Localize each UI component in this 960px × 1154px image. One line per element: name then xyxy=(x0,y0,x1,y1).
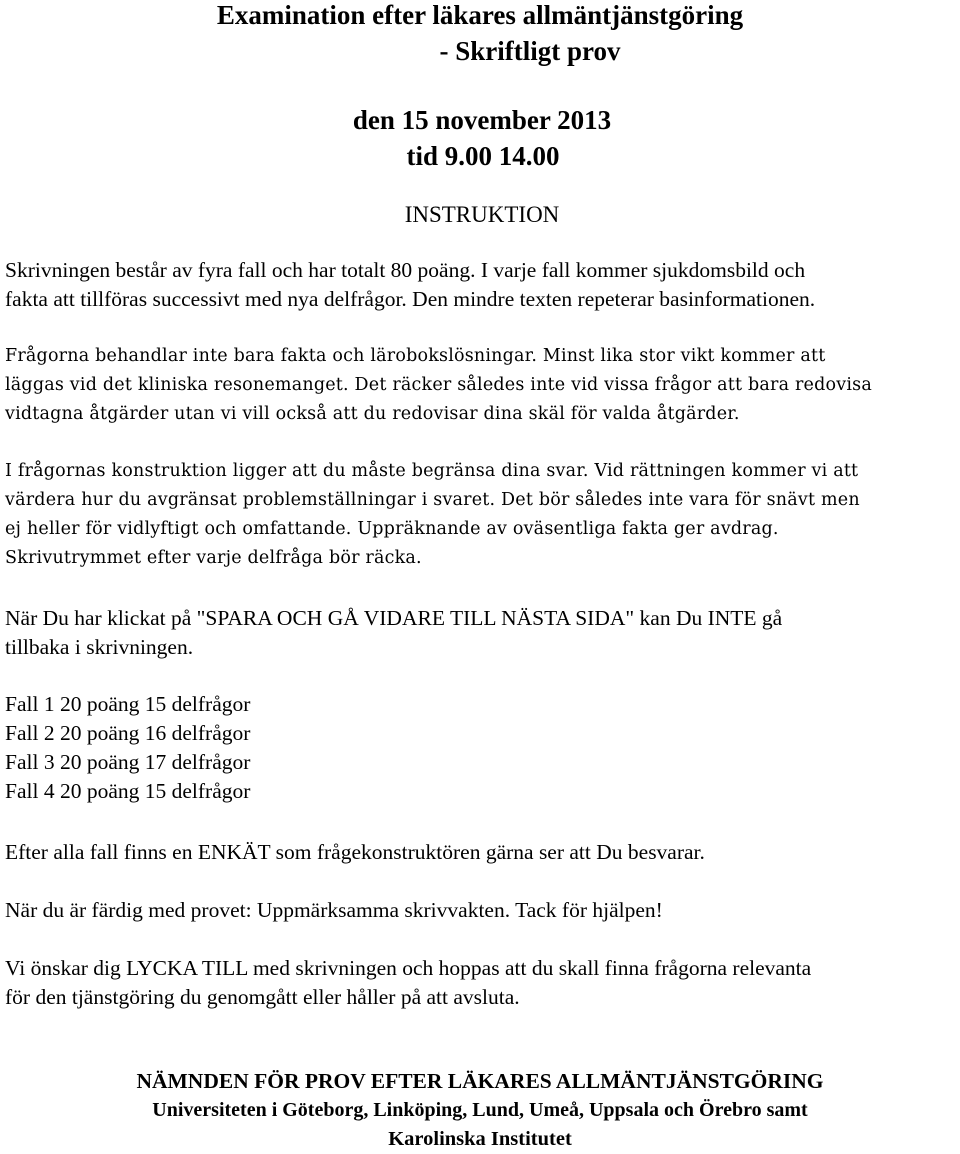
paragraph-intro xyxy=(5,256,955,314)
document-title: Examination efter läkares allmäntjänstgöring xyxy=(216,0,744,30)
footer-institute: Karolinska Institutet xyxy=(388,1128,572,1150)
text-line: ej heller för vidlyftigt och omfattande. Uppräknande av oväsentliga fakta ger avdrag. xyxy=(5,519,779,539)
text-line: Frågorna behandlar inte bara fakta och lärobokslösningar. Minst lika stor vikt kommer att xyxy=(5,346,826,366)
paragraph-done xyxy=(5,896,955,925)
text-line: läggas vid det kliniska resonemanget. Det räcker således inte vid vissa frågor att bara redovisa xyxy=(5,375,872,395)
instruction-heading xyxy=(0,200,960,230)
case-list xyxy=(5,690,955,806)
instruction-heading-text: INSTRUKTION xyxy=(404,202,560,227)
paragraph-questions xyxy=(5,342,955,429)
text-line: Skrivningen består av fyra fall och har totalt 80 poäng. I varje fall kommer sjukdomsbild och xyxy=(5,258,806,282)
footer-universities: Universiteten i Göteborg, Linköping, Lund, Umeå, Uppsala och Örebro samt xyxy=(152,1099,808,1121)
paragraph-navigation-warning xyxy=(5,604,955,662)
text-line: I frågornas konstruktion ligger att du måste begränsa dina svar. Vid rättningen kommer vi att xyxy=(5,461,859,481)
text-line: Efter alla fall finns en ENKÄT som frågekonstruktören gärna ser att Du besvarar. xyxy=(5,840,705,864)
case-item: Fall 2 20 poäng 16 delfrågor xyxy=(5,721,251,745)
footer-committee: NÄMNDEN FÖR PROV EFTER LÄKARES ALLMÄNTJÄNSTGÖRING xyxy=(136,1069,824,1093)
paragraph-survey xyxy=(5,838,955,867)
text-line: Skrivutrymmet efter varje delfråga bör räcka. xyxy=(5,548,422,568)
text-line: tillbaka i skrivningen. xyxy=(5,635,194,659)
case-item: Fall 4 20 poäng 15 delfrågor xyxy=(5,779,251,803)
text-line: Vi önskar dig LYCKA TILL med skrivningen och hoppas att du skall finna frågorna relevanta xyxy=(5,956,812,980)
text-line: fakta att tillföras successivt med nya delfrågor. Den mindre texten repeterar basinformationen. xyxy=(5,287,816,311)
exam-date xyxy=(0,103,960,137)
text-line: När du är färdig med provet: Uppmärksamma skrivvakten. Tack för hjälpen! xyxy=(5,898,663,922)
document-subtitle xyxy=(0,34,960,68)
document-subtitle-text: - Skriftligt prov xyxy=(439,36,621,66)
paragraph-limits xyxy=(5,457,955,573)
case-item: Fall 1 20 poäng 15 delfrågor xyxy=(5,692,251,716)
text-line: värdera hur du avgränsat problemställningar i svaret. Det bör således inte vara för snävt men xyxy=(5,490,860,510)
exam-time-text: tid 9.00 14.00 xyxy=(406,141,560,171)
case-item: Fall 3 20 poäng 17 delfrågor xyxy=(5,750,251,774)
exam-time xyxy=(0,139,960,173)
text-line: vidtagna åtgärder utan vi vill också att du redovisar dina skäl för valda åtgärder. xyxy=(5,404,740,424)
paragraph-good-luck xyxy=(5,954,955,1012)
text-line: för den tjänstgöring du genomgått eller håller på att avsluta. xyxy=(5,985,520,1009)
exam-date-text: den 15 november 2013 xyxy=(352,105,612,135)
text-line: När Du har klickat på "SPARA OCH GÅ VIDARE TILL NÄSTA SIDA" kan Du INTE gå xyxy=(5,606,783,630)
